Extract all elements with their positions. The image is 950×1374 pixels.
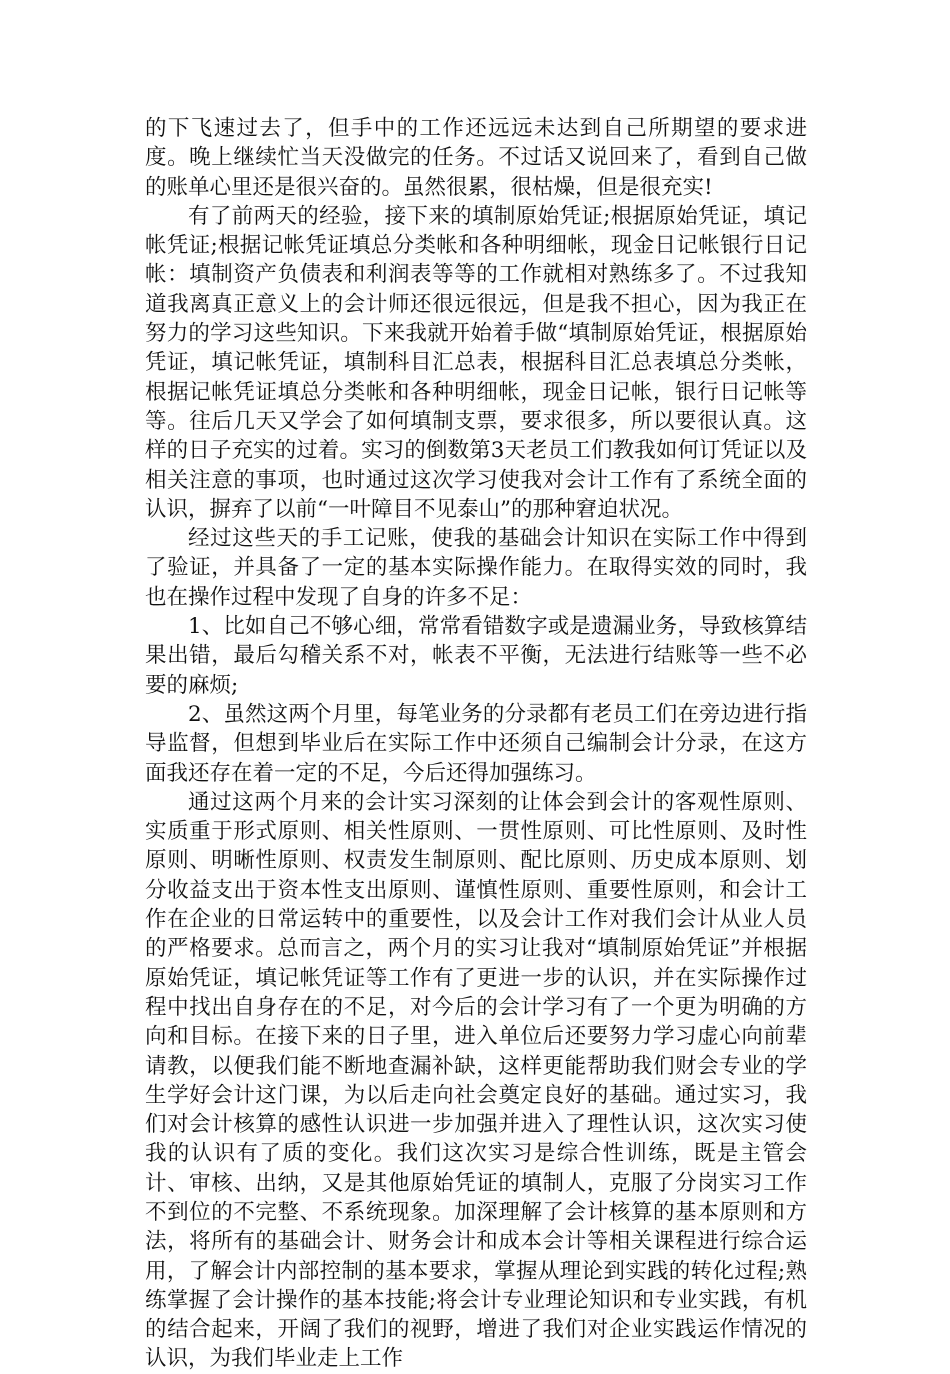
paragraph-6: 通过这两个月来的会计实习深刻的让体会到会计的客观性原则、实质重于形式原则、相关性原则、一贯性原则、可比性原则、及时性原则、明晰性原则、权责发生制原则、配比原则、历史成本原则、划分收益支出于资本性支出原则、谨慎性原则、重要性原则，和会计工作在企业的日常运转中的重要性，以及会计工作对我们会计从业人员的严格要求。总而言之，两个月的实习让我对“填制原始凭证”并根据原始凭证，填记帐凭证等工作有了更进一步的认识，并在实际操作过程中找出自身存在的不足，对今后的会计学习有了一个更为明确的方向和目标。在接下来的日子里，进入单位后还要努力学习虚心向前辈请教，以便我们能不断地查漏补缺，这样更能帮助我们财会专业的学生学好会计这门课，为以后走向社会奠定良好的基础。通过实习，我们对会计核算的感性认识进一步加强并进入了理性认识，这次实习使我的认识有了质的变化。我们这次实习是综合性训练，既是主管会计、审核、出纳，又是其他原始凭证的填制人，克服了分岗实习工作不到位的不完整、不系统现象。加深理解了会计核算的基本原则和方法，将所有的基础会计、财务会计和成本会计等相关课程进行综合运用，了解会计内部控制的基本要求，掌握从理论到实践的转化过程;熟练掌握了会计操作的基本技能;将会计专业理论知识和专业实践，有机的结合起来，开阔了我们的视野，增进了我们对企业实践运作情况的认识，为我们毕业走上工作 [145,789,807,1372]
document-page [145,114,807,1374]
paragraph-3: 经过这些天的手工记账，使我的基础会计知识在实际工作中得到了验证，并具备了一定的基本实际操作能力。在取得实效的同时，我也在操作过程中发现了自身的许多不足： [145,526,807,610]
paragraph-4: 1、比如自己不够心细，常常看错数字或是遗漏业务，导致核算结果出错，最后勾稽关系不对，帐表不平衡，无法进行结账等一些不必要的麻烦; [145,614,807,698]
paragraph-2: 有了前两天的经验，接下来的填制原始凭证;根据原始凭证，填记帐凭证;根据记帐凭证填总分类帐和各种明细帐，现金日记帐银行日记帐：填制资产负债表和利润表等等的工作就相对熟练多了。不过我知道我离真正意义上的会计师还很远很远，但是我不担心，因为我正在努力的学习这些知识。下来我就开始着手做“填制原始凭证，根据原始凭证，填记帐凭证，填制科目汇总表，根据科目汇总表填总分类帐，根据记帐凭证填总分类帐和各种明细帐，现金日记帐，银行日记帐等等。往后几天又学会了如何填制支票，要求很多，所以要很认真。这样的日子充实的过着。实习的倒数第3天老员工们教我如何订凭证以及相关注意的事项，也时通过这次学习使我对会计工作有了系统全面的认识，摒弃了以前“一叶障目不见泰山”的那种窘迫状况。 [145,203,807,522]
paragraph-5: 2、虽然这两个月里，每笔业务的分录都有老员工们在旁边进行指导监督，但想到毕业后在实际工作中还须自己编制会计分录，在这方面我还存在着一定的不足，今后还得加强练习。 [145,701,807,786]
paragraph-1: 的下飞速过去了，但手中的工作还远远未达到自己所期望的要求进度。晚上继续忙当天没做完的任务。不过话又说回来了，看到自己做的账单心里还是很兴奋的。虽然很累，很枯燥，但是很充实! [145,116,807,200]
